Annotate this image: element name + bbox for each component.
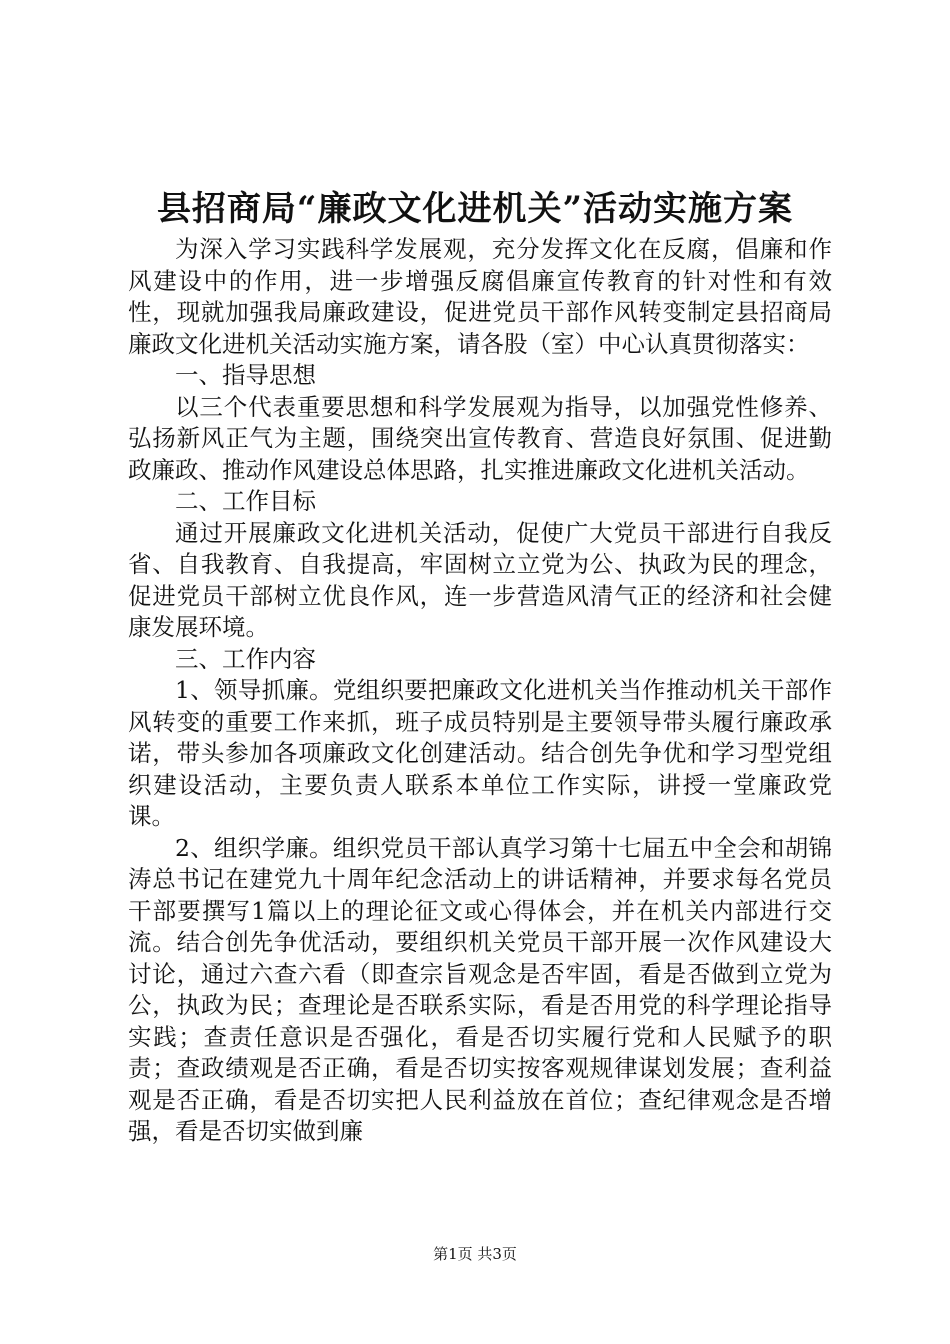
section-heading-work-goals: 二、工作目标 — [175, 487, 316, 515]
intro-paragraph: 为深入学习实践科学发展观，充分发挥文化在反腐，倡廉和作风建设中的作用，进一步增强反腐倡廉宣传教育的针对性和有效性，现就加强我局廉政建设，促进党员干部作风转变制定县招商局廉政文化进机关活动实施方案，请各股（室）中心认真贯彻落实： — [128, 235, 832, 358]
section-heading-guiding-thought: 一、指导思想 — [175, 361, 316, 389]
section-heading-work-content: 三、工作内容 — [175, 644, 316, 673]
page-number-footer: 第1页 共3页 — [433, 1245, 517, 1263]
document-title: 县招商局“廉政文化进机关”活动实施方案 — [156, 189, 794, 229]
work-content-item-1: 1、领导抓廉。党组织要把廉政文化进机关当作推动机关干部作风转变的重要工作来抓，班子成员特别是主要领导带头履行廉政承诺，带头参加各项廉政文化创建活动。结合创先争优和学习型党组织建设活动，主要负责人联系本单位工作实际，讲授一堂廉政党课。 — [128, 676, 832, 830]
guiding-thought-paragraph: 以三个代表重要思想和科学发展观为指导，以加强党性修养、弘扬新风正气为主题，围绕突出宣传教育、营造良好氛围、促进勤政廉政、推动作风建设总体思路，扎实推进廉政文化进机关活动。 — [128, 392, 832, 484]
document-body — [128, 234, 832, 1148]
work-content-item-2: 2、组织学廉。组织党员干部认真学习第十七届五中全会和胡锦涛总书记在建党九十周年纪念活动上的讲话精神，并要求每名党员干部要撰写1篇以上的理论征文或心得体会，并在机关内部进行交流。结合创先争优活动，要组织机关党员干部开展一次作风建设大讨论，通过六查六看（即查宗旨观念是否牢固，看是否做到立党为公，执政为民；查理论是否联系实际，看是否用党的科学理论指导实践；查责任意识是否强化，看是否切实履行党和人民赋予的职责；查政绩观是否正确，看是否切实按客观规律谋划发展；查利益观是否正确，看是否切实把人民利益放在首位；查纪律观念是否增强，看是否切实做到廉 — [128, 833, 832, 1145]
work-goals-paragraph: 通过开展廉政文化进机关活动，促使广大党员干部进行自我反省、自我教育、自我提高，牢固树立立党为公、执政为民的理念，促进党员干部树立优良作风，连一步营造风清气正的经济和社会健康发展环境。 — [128, 518, 832, 641]
